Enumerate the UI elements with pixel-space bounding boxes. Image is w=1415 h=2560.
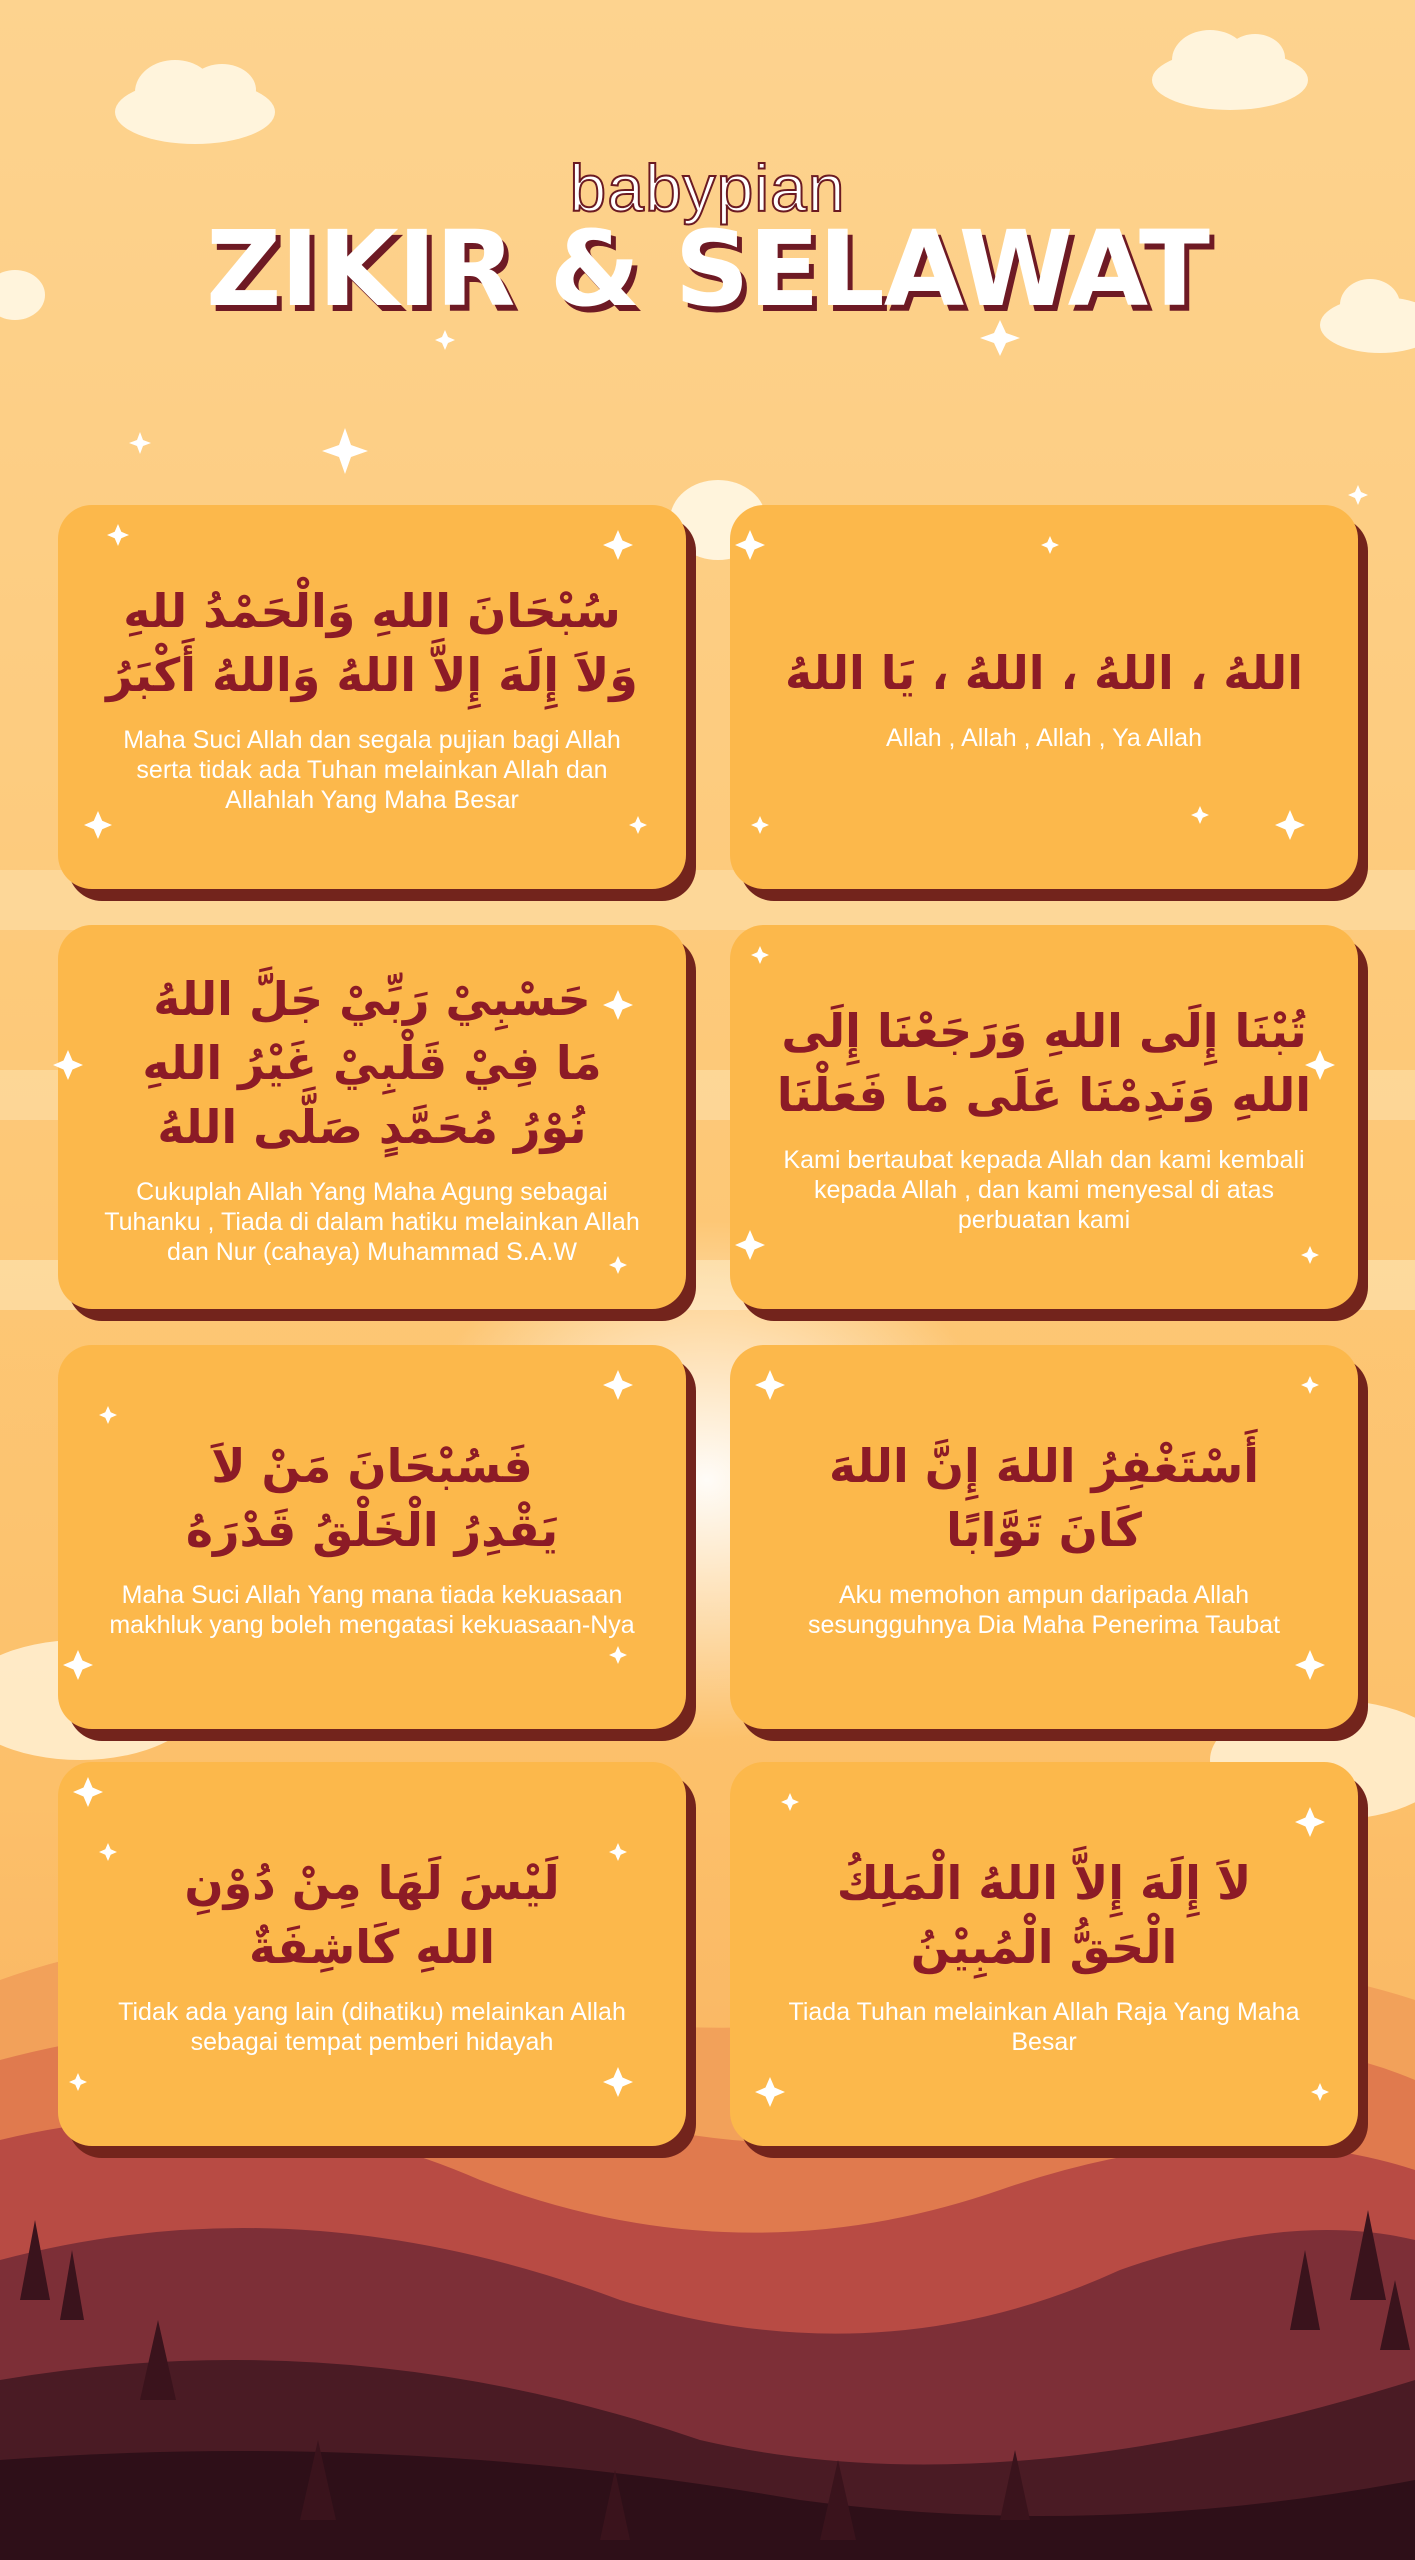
sparkle-icon (755, 2077, 785, 2107)
sparkle-icon (1301, 1376, 1319, 1394)
sparkle-icon (1301, 1246, 1319, 1264)
arabic-line: تُبْنَا إِلَى اللهِ وَرَجَعْنَا إِلَى (781, 1004, 1307, 1058)
arabic-line: وَلاَ إِلَهَ إِلاَّ اللهُ وَاللهُ أَكْبَرُ (106, 648, 638, 702)
sparkle-icon (1295, 1807, 1325, 1837)
sparkle-icon (735, 1230, 765, 1260)
sparkle-icon (751, 816, 769, 834)
meaning-text: Maha Suci Allah Yang mana tiada kekuasaan makhluk yang boleh mengatasi kekuasaan-Nya (109, 1581, 635, 1639)
sparkle-icon (53, 1050, 83, 1080)
meaning-text: Aku memohon ampun daripada Allah sesungguhnya Dia Maha Penerima Taubat (807, 1581, 1281, 1639)
sparkle-icon (1295, 1650, 1325, 1680)
arabic-line: لاَ إِلَهَ إِلاَّ اللهُ الْمَلِكُ (836, 1856, 1252, 1910)
arabic-line: نُوْرُ مُحَمَّدٍ صَلَّى اللهُ (157, 1100, 587, 1154)
brand-logo: babypian (569, 151, 846, 225)
sparkle-icon (603, 530, 633, 560)
sparkle-icon (603, 990, 633, 1020)
meaning-text: Kami bertaubat kepada Allah dan kami kembali kepada Allah , dan kami menyesal di atas perbuatan kami (783, 1146, 1305, 1234)
zikir-card (730, 1762, 1358, 2146)
sparkle-icon (69, 2073, 87, 2091)
meaning-text: Cukuplah Allah Yang Maha Agung sebagai Tuhanku , Tiada di dalam hatiku melainkan Allah dan Nur (cahaya) Muhammad S.A.W (104, 1178, 640, 1266)
sparkle-icon (1191, 806, 1209, 824)
arabic-line: فَسُبْحَانَ مَنْ لاَ (211, 1439, 533, 1493)
page-title: ZIKIR & SELAWAT (205, 208, 1209, 330)
arabic-line: سُبْحَانَ اللهِ وَالْحَمْدُ للهِ (123, 584, 621, 638)
zikir-card (58, 505, 686, 889)
sparkle-icon (84, 811, 112, 839)
arabic-text (785, 641, 1303, 705)
sparkle-icon (781, 1793, 799, 1811)
sparkle-icon (107, 524, 129, 546)
arabic-line: حَسْبِيْ رَبِّيْ جَلَّ اللهُ (153, 972, 591, 1026)
arabic-line: اللهِ كَاشِفَةٌ (249, 1920, 495, 1974)
sparkle-icon (1305, 1050, 1335, 1080)
zikir-card (730, 1345, 1358, 1729)
arabic-text (142, 967, 601, 1159)
arabic-line: أَسْتَغْفِرُ اللهَ إِنَّ اللهَ (829, 1439, 1259, 1493)
sparkle-icon (629, 816, 647, 834)
sparkle-icon (1275, 810, 1305, 840)
sparkle-icon (751, 946, 769, 964)
zikir-card (58, 1762, 686, 2146)
arabic-text (184, 1851, 559, 1979)
arabic-line: يَقْدِرُ الْخَلْقُ قَدْرَهُ (185, 1503, 559, 1557)
arabic-text (186, 1434, 558, 1562)
arabic-line: كَانَ تَوَّابًا (946, 1503, 1142, 1557)
arabic-line: اللهِ وَنَدِمْنَا عَلَى مَا فَعَلْنَا (776, 1068, 1312, 1122)
sparkle-icon (609, 1646, 627, 1664)
meaning-text: Tiada Tuhan melainkan Allah Raja Yang Maha Besar (788, 1998, 1300, 2056)
sparkle-icon (1041, 536, 1059, 554)
arabic-text (777, 999, 1311, 1127)
sparkle-icon (735, 530, 765, 560)
zikir-card (730, 505, 1358, 889)
arabic-line: اللهُ ، اللهُ ، اللهُ ، يَا اللهُ (785, 646, 1303, 700)
meaning-text: Maha Suci Allah dan segala pujian bagi Allah serta tidak ada Tuhan melainkan Allah dan Allahlah Yang Maha Besar (123, 726, 621, 814)
sparkle-icon (603, 2067, 633, 2097)
sparkle-icon (609, 1843, 627, 1861)
sparkle-icon (63, 1650, 93, 1680)
arabic-line: مَا فِيْ قَلْبِيْ غَيْرُ اللهِ (142, 1036, 602, 1090)
meaning-text: Tidak ada yang lain (dihatiku) melainkan Allah sebagai tempat pemberi hidayah (118, 1998, 626, 2056)
arabic-text (106, 579, 638, 707)
sparkle-icon (609, 1256, 627, 1274)
arabic-line: لَيْسَ لَهَا مِنْ دُوْنِ (184, 1856, 560, 1910)
meaning-text: Allah , Allah , Allah , Ya Allah (886, 724, 1202, 752)
zikir-card (58, 925, 686, 1309)
sparkle-icon (1311, 2083, 1329, 2101)
zikir-card (730, 925, 1358, 1309)
arabic-text (837, 1851, 1251, 1979)
sparkle-icon (99, 1843, 117, 1861)
zikir-card (58, 1345, 686, 1729)
arabic-line: الْحَقُّ الْمُبِيْنُ (910, 1920, 1178, 1974)
sparkle-icon (755, 1370, 785, 1400)
sparkle-icon (603, 1370, 633, 1400)
sparkle-icon (99, 1406, 117, 1424)
sparkle-icon (73, 1777, 103, 1807)
arabic-text (829, 1434, 1259, 1562)
